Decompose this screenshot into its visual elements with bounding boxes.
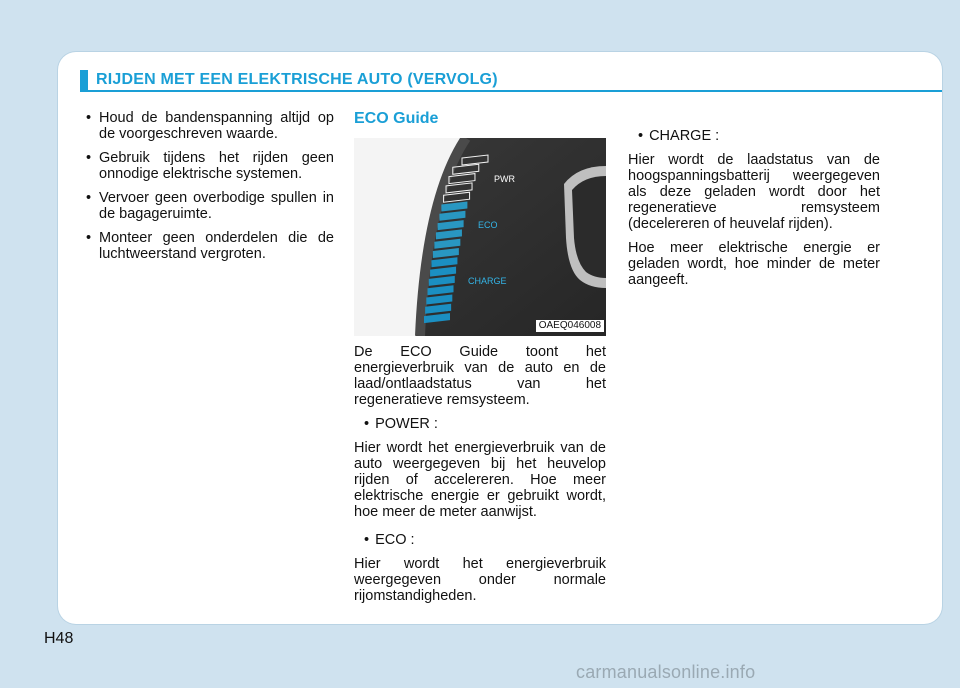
eco-item-label: • ECO : (364, 532, 415, 548)
tip-item: • Vervoer geen overbodige spullen in de bagageruimte. (78, 190, 334, 222)
title-rule (80, 90, 942, 92)
watermark: carmanualsonline.info (576, 662, 756, 682)
charge-text: Hier wordt de laadstatus van de hoogspanningsbatterij weergegeven als deze geladen wordt door het regeneratieve remsysteem (decelereren of heuvelaf rijden). (628, 152, 880, 232)
image-code: OAEQ046008 (536, 320, 604, 332)
tip-item: • Monteer geen onderdelen die de luchtweerstand vergroten. (78, 230, 334, 262)
power-text: Hier wordt het energieverbruik van de auto weergegeven bij het heuvelop rijden of accelereren. Hoe meer elektrische energie er gebruikt wordt, hoe meer de meter aanwijst. (354, 440, 606, 520)
title-accent-bar (80, 70, 88, 90)
tip-item: • Gebruik tijdens het rijden geen onnodige elektrische systemen. (78, 150, 334, 182)
charge-text-2: Hoe meer elektrische energie er geladen wordt, hoe minder de meter aangeeft. (628, 240, 880, 288)
eco-guide-heading: ECO Guide (354, 110, 439, 127)
charge-label: CHARGE (468, 276, 507, 286)
charge-label: • CHARGE : (638, 128, 720, 144)
tip-item: • Houd de bandenspanning altijd op de voorgeschreven waarde. (78, 110, 334, 142)
charge-column (628, 128, 880, 296)
eco-gauge-illustration (354, 138, 606, 336)
pwr-label: PWR (494, 174, 515, 184)
page-title: RIJDEN MET EEN ELEKTRISCHE AUTO (VERVOLG) (96, 71, 498, 88)
eco-label: ECO (478, 220, 498, 230)
eco-gauge-graphic (354, 138, 606, 336)
eco-guide-column (354, 110, 606, 612)
tips-column (78, 110, 334, 270)
power-label: • POWER : (364, 416, 438, 432)
power-label-text: POWER : (375, 416, 438, 432)
eco-text: Hier wordt het energieverbruik weergegeven onder normale rijomstandigheden. (354, 556, 606, 604)
eco-label-text: ECO : (375, 532, 415, 548)
charge-label-text: CHARGE : (649, 128, 720, 144)
page-number: H48 (44, 630, 74, 647)
eco-intro: De ECO Guide toont het energieverbruik van de auto en de laad/ontlaadstatus van het regeneratieve remsysteem. (354, 344, 606, 408)
